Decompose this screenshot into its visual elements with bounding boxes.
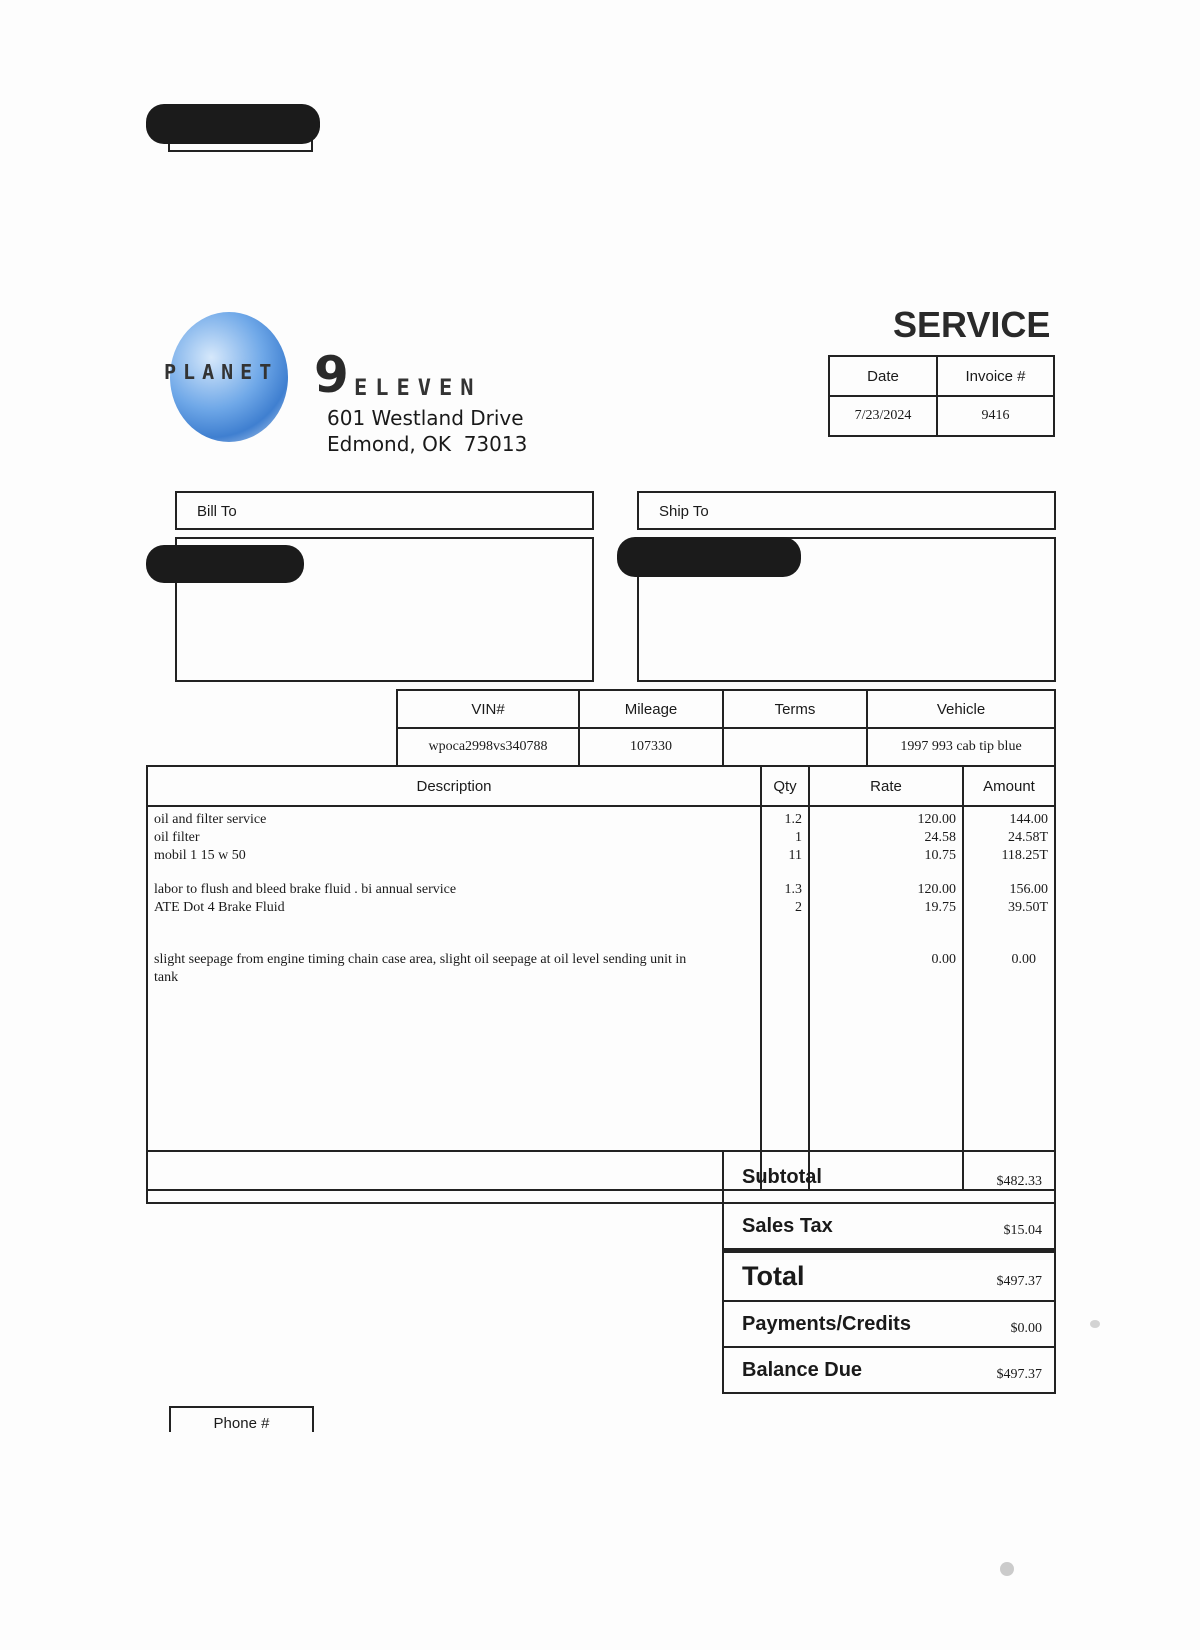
sales-tax-label: Sales Tax xyxy=(742,1214,833,1237)
amount-header: Amount xyxy=(963,766,1055,806)
balance-due-label: Balance Due xyxy=(742,1358,863,1381)
item-qty: 1 xyxy=(795,830,802,845)
mileage-value: 107330 xyxy=(579,728,723,766)
logo-word-eleven: ELEVEN xyxy=(354,376,482,401)
item-rate: 0.00 xyxy=(931,952,956,967)
vehicle-header: Vehicle xyxy=(867,690,1055,728)
phone-box xyxy=(169,1406,314,1432)
item-amount: 39.50T xyxy=(1007,900,1048,915)
ship-to-header xyxy=(637,491,1056,530)
company-address-line2: Edmond, OK 73013 xyxy=(327,432,528,456)
redaction-bar-top xyxy=(146,104,320,144)
qty-header: Qty xyxy=(761,766,809,806)
redaction-bar-ship-to xyxy=(617,537,801,577)
totals-section xyxy=(722,1150,1056,1394)
total-row xyxy=(722,1250,1056,1302)
total-label: Total xyxy=(742,1261,805,1291)
vin-value: wpoca2998vs340788 xyxy=(397,728,579,766)
item-qty: 11 xyxy=(788,848,802,863)
balance-due-value: $497.37 xyxy=(996,1367,1042,1382)
balance-due-row xyxy=(722,1348,1056,1394)
invoice-date: 7/23/2024 xyxy=(829,396,937,436)
vehicle-value: 1997 993 cab tip blue xyxy=(867,728,1055,766)
phone-label: Phone # xyxy=(213,1415,270,1432)
redaction-bar-bill-to xyxy=(146,545,304,583)
description-header: Description xyxy=(147,766,761,806)
item-amount: 144.00 xyxy=(1009,812,1048,827)
document-title: SERVICE xyxy=(893,304,1051,345)
line-items-table xyxy=(146,765,1056,1191)
item-rate: 120.00 xyxy=(917,882,956,897)
item-qty: 1.3 xyxy=(784,882,802,897)
qty-column xyxy=(761,806,809,1190)
rate-column xyxy=(809,806,963,1190)
item-description-continued: tank xyxy=(154,970,179,985)
ship-to-label: Ship To xyxy=(659,503,709,520)
item-description: mobil 1 15 w 50 xyxy=(154,848,246,863)
company-logo xyxy=(164,346,554,410)
invoice-number: 9416 xyxy=(937,396,1054,436)
payments-label: Payments/Credits xyxy=(742,1312,911,1335)
sales-tax-row xyxy=(722,1204,1056,1250)
subtotal-value: $482.33 xyxy=(996,1174,1042,1189)
total-value: $497.37 xyxy=(996,1273,1042,1289)
rate-header: Rate xyxy=(809,766,963,806)
subtotal-row xyxy=(722,1150,1056,1204)
vin-header: VIN# xyxy=(397,690,579,728)
item-description: ATE Dot 4 Brake Fluid xyxy=(154,900,285,915)
item-rate: 24.58 xyxy=(924,830,956,845)
company-address-line1: 601 Westland Drive xyxy=(327,406,524,430)
item-description: slight seepage from engine timing chain case area, slight oil seepage at oil level sending unit in xyxy=(154,952,687,967)
item-rate: 120.00 xyxy=(917,812,956,827)
item-qty: 2 xyxy=(795,900,802,915)
item-description: oil filter xyxy=(154,830,200,845)
item-description: oil and filter service xyxy=(154,812,267,827)
item-amount: 118.25T xyxy=(1001,848,1048,863)
item-description: labor to flush and bleed brake fluid . bi annual service xyxy=(154,882,457,897)
payments-row xyxy=(722,1302,1056,1348)
item-amount: 156.00 xyxy=(1009,882,1048,897)
subtotal-label: Subtotal xyxy=(742,1165,822,1188)
invoice-label: Invoice # xyxy=(937,356,1054,396)
vehicle-info-table xyxy=(396,689,1056,767)
amount-column xyxy=(963,806,1055,1190)
logo-word-planet: PLANET xyxy=(164,360,279,384)
description-column xyxy=(147,806,761,1190)
bill-to-header xyxy=(175,491,594,530)
terms-header: Terms xyxy=(723,690,867,728)
logo-digit: 9 xyxy=(314,346,349,404)
item-amount: 24.58T xyxy=(1007,830,1048,845)
date-invoice-table xyxy=(828,355,1055,437)
item-qty xyxy=(762,951,802,969)
item-rate: 19.75 xyxy=(924,900,956,915)
scan-smudge xyxy=(1000,1562,1014,1576)
item-amount: 0.00 xyxy=(1011,952,1036,967)
sales-tax-value: $15.04 xyxy=(1003,1223,1042,1238)
payments-value: $0.00 xyxy=(1010,1321,1042,1336)
item-rate: 10.75 xyxy=(924,848,956,863)
scan-smudge xyxy=(1090,1320,1100,1328)
bill-to-label: Bill To xyxy=(197,503,237,520)
item-qty: 1.2 xyxy=(784,812,802,827)
terms-value xyxy=(723,728,867,766)
date-label: Date xyxy=(829,356,937,396)
mileage-header: Mileage xyxy=(579,690,723,728)
memo-box xyxy=(146,1150,724,1204)
